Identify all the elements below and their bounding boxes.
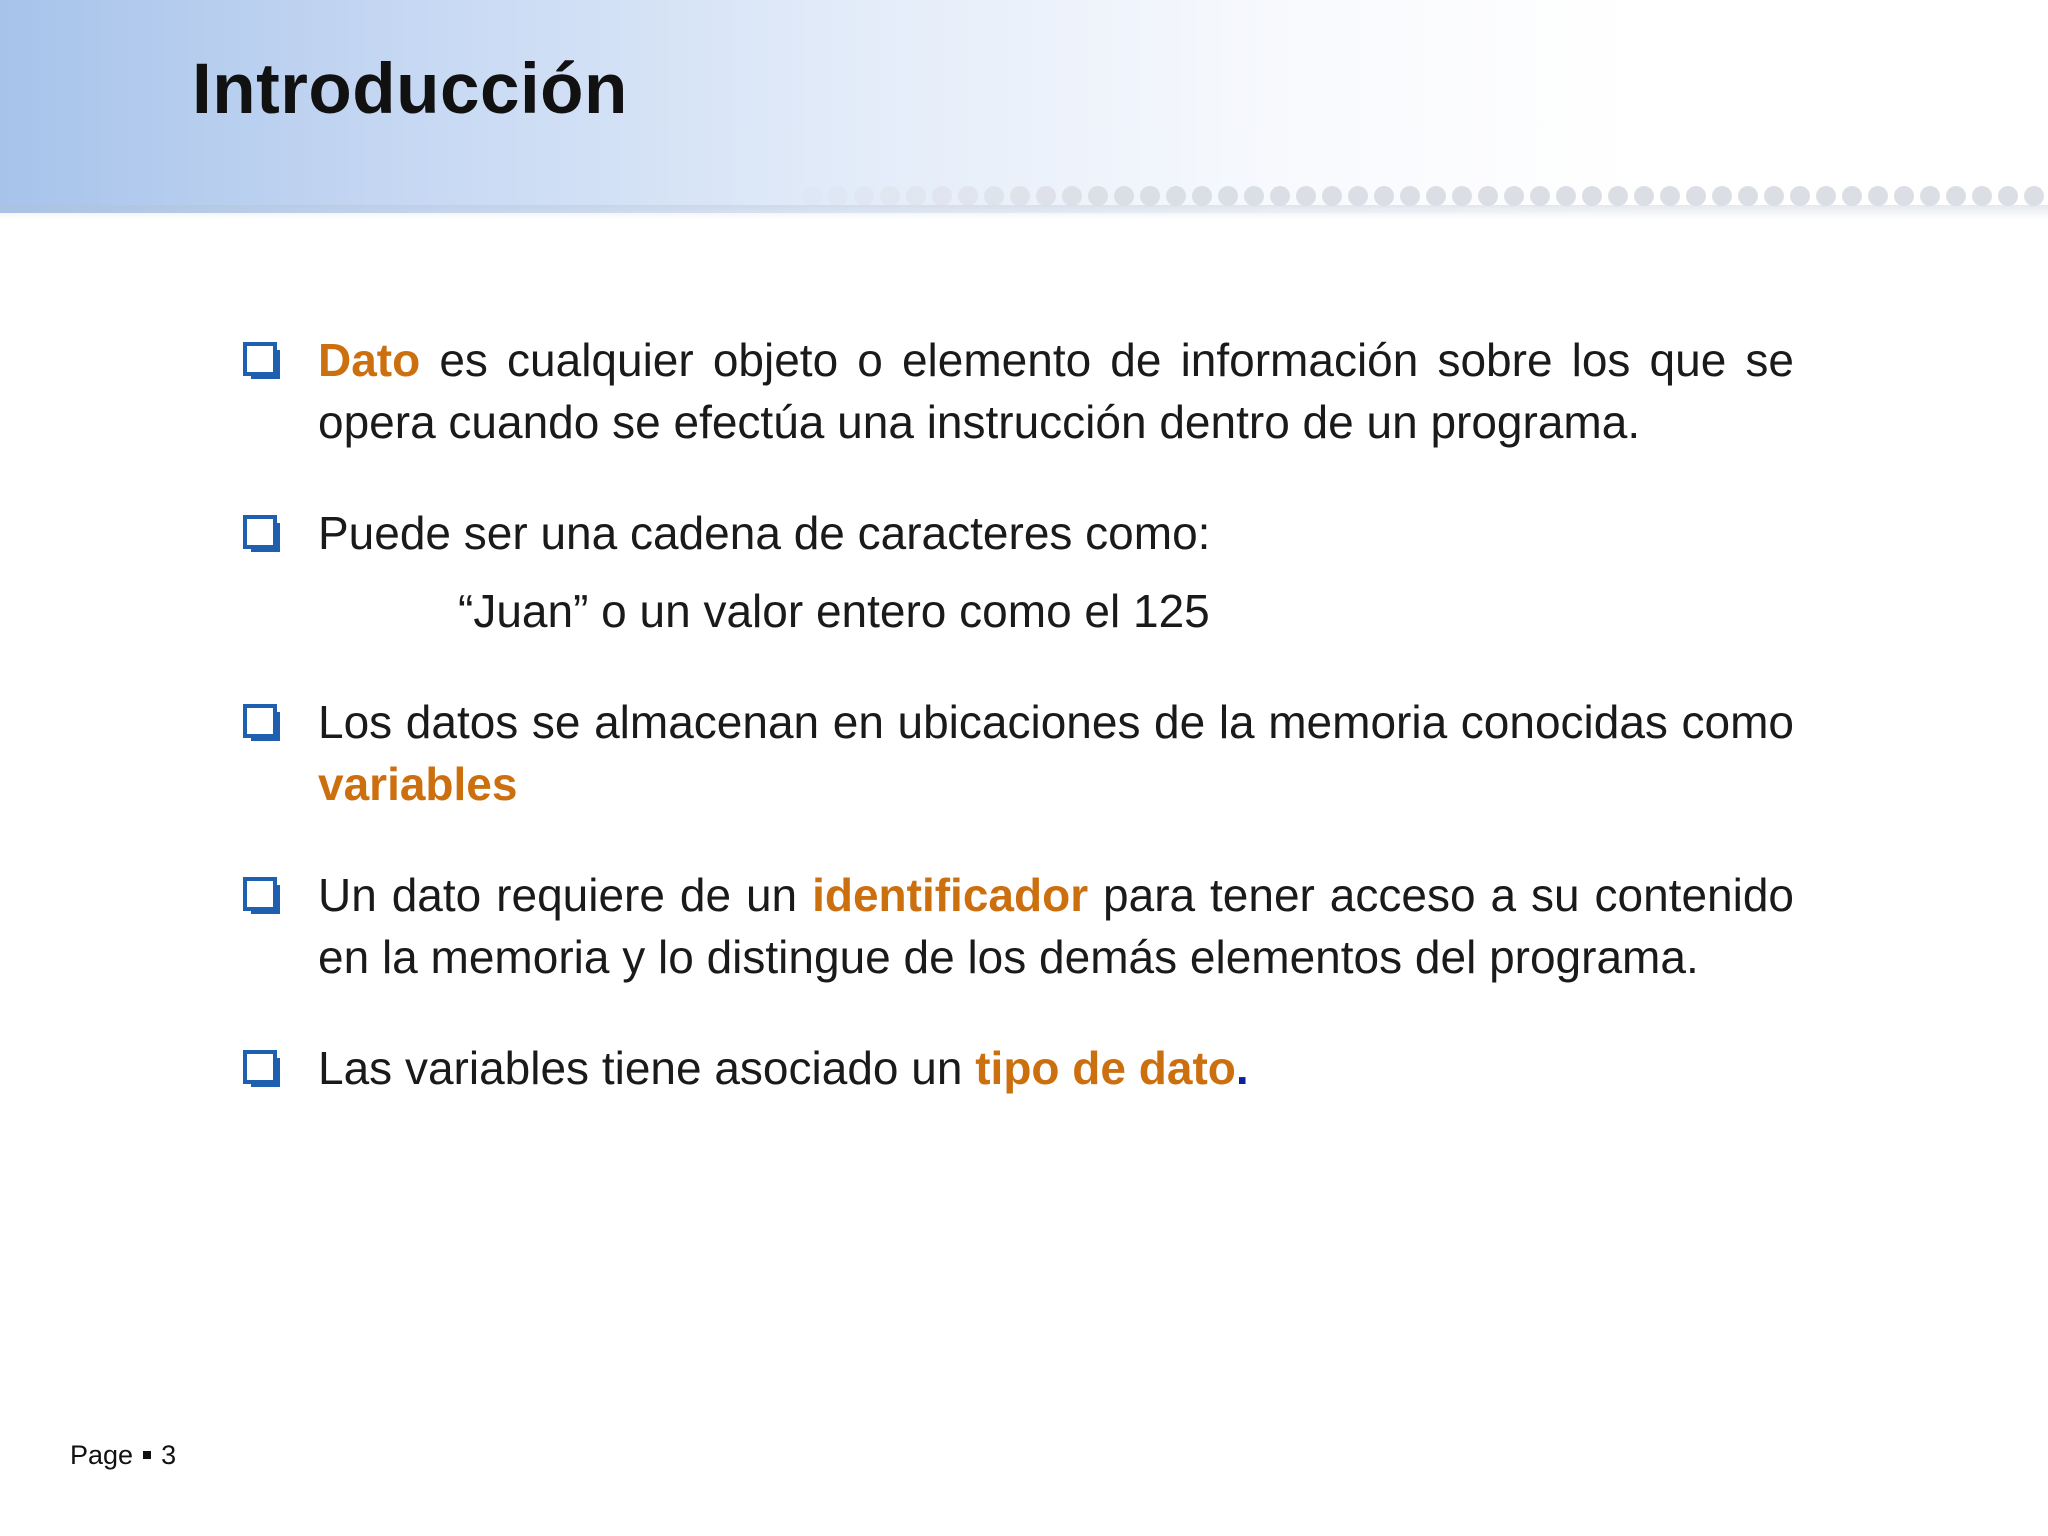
decoration-dot — [1348, 186, 1368, 206]
decoration-dot — [1530, 186, 1550, 206]
decoration-dot — [1894, 186, 1914, 206]
decoration-dot — [958, 186, 978, 206]
bullet-text: es cualquier objeto o elemento de información sobre los que se opera cuando se efectúa una instrucción dentro de un programa. — [318, 334, 1794, 448]
decoration-dot — [1270, 186, 1290, 206]
decoration-dot — [1998, 186, 2018, 206]
square-separator-icon — [143, 1451, 151, 1459]
decoration-dot — [1634, 186, 1654, 206]
decoration-dot — [932, 186, 952, 206]
decoration-dot — [1114, 186, 1134, 206]
decoration-dot — [1764, 186, 1784, 206]
decoration-dot — [1452, 186, 1472, 206]
decoration-dot — [1712, 186, 1732, 206]
decoration-dot — [1946, 186, 1966, 206]
decoration-dot — [1686, 186, 1706, 206]
decoration-dot — [1088, 186, 1108, 206]
decoration-dot — [1218, 186, 1238, 206]
decoration-dot — [1660, 186, 1680, 206]
decoration-dot — [828, 186, 848, 206]
highlight-dato: Dato — [318, 334, 421, 386]
bullet-subline-example: “Juan” o un valor entero como el 125 — [458, 584, 1210, 637]
bullet-item-cadena — [242, 503, 1794, 565]
bullet-text: Un dato requiere de un — [318, 869, 813, 921]
decoration-dot — [1608, 186, 1628, 206]
trailing-period: . — [1235, 1042, 1249, 1094]
highlight-tipo-de-dato: tipo de dato — [975, 1042, 1236, 1094]
decoration-dot — [1790, 186, 1810, 206]
hollow-square-bullet-icon — [242, 514, 282, 554]
highlight-identificador: identificador — [812, 869, 1089, 921]
decoration-dot — [1738, 186, 1758, 206]
bullet-item-variables — [242, 692, 1794, 815]
page-footer — [70, 1442, 176, 1469]
decoration-dot — [854, 186, 874, 206]
bullet-item-tipo-de-dato — [242, 1038, 1794, 1100]
decoration-dot — [1556, 186, 1576, 206]
decoration-dot — [802, 186, 822, 206]
decoration-dot — [1140, 186, 1160, 206]
page-label: Page — [70, 1440, 134, 1470]
slide-title: Introducción — [192, 50, 628, 129]
decoration-dot — [984, 186, 1004, 206]
decoration-dot — [1478, 186, 1498, 206]
decoration-dot — [1426, 186, 1446, 206]
decoration-dot — [906, 186, 926, 206]
highlight-variables: variables — [318, 757, 518, 810]
hollow-square-bullet-icon — [242, 341, 282, 381]
decoration-dot — [1842, 186, 1862, 206]
hollow-square-bullet-icon — [242, 703, 282, 743]
dotted-line-decoration — [800, 184, 2048, 208]
bullet-text: Los datos se almacenan en ubicaciones de la memoria conocidas como — [318, 696, 1794, 748]
decoration-dot — [1400, 186, 1420, 206]
bullet-text: Las variables tiene asociado un — [318, 1042, 976, 1094]
decoration-dot — [1244, 186, 1264, 206]
decoration-dot — [1504, 186, 1524, 206]
bullet-text: Puede ser una cadena de caracteres como: — [318, 507, 1211, 559]
bullet-item-dato — [242, 330, 1794, 453]
page-number: 3 — [161, 1440, 177, 1470]
bullet-list — [242, 330, 1794, 1150]
decoration-dot — [1374, 186, 1394, 206]
decoration-dot — [1582, 186, 1602, 206]
decoration-dot — [2024, 186, 2044, 206]
hollow-square-bullet-icon — [242, 1049, 282, 1089]
decoration-dot — [880, 186, 900, 206]
decoration-dot — [1192, 186, 1212, 206]
decoration-dot — [1322, 186, 1342, 206]
decoration-dot — [1010, 186, 1030, 206]
decoration-dot — [1816, 186, 1836, 206]
decoration-dot — [1166, 186, 1186, 206]
decoration-dot — [1062, 186, 1082, 206]
bullet-text: para tener acceso a su contenido en la memoria y lo distingue de los demás elementos del programa. — [318, 869, 1794, 983]
decoration-dot — [1920, 186, 1940, 206]
decoration-dot — [1972, 186, 1992, 206]
decoration-dot — [1868, 186, 1888, 206]
bullet-item-identificador — [242, 865, 1794, 988]
hollow-square-bullet-icon — [242, 876, 282, 916]
decoration-dot — [1036, 186, 1056, 206]
decoration-dot — [1296, 186, 1316, 206]
